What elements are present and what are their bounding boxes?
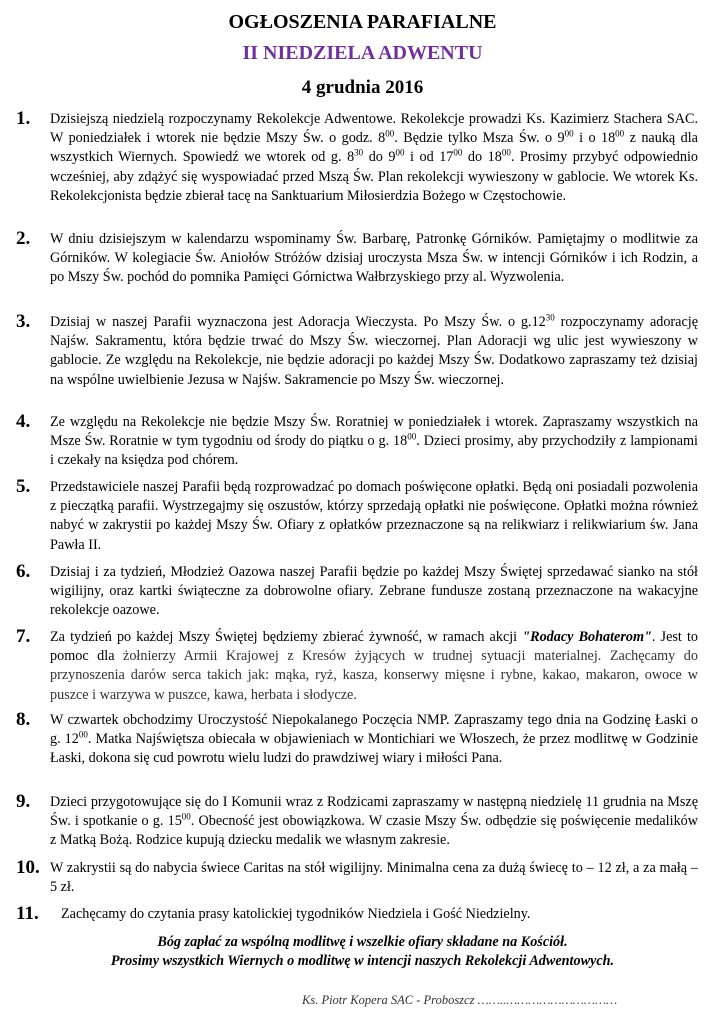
item-text: Dzieci przygotowujące się do I Komunii wraz z Rodzicami zapraszamy w następną niedzielę 11 grudnia na Mszę Św. i spotkanie o g. $15^{00}$. Obecność jest obowiązkowa. W czasie Mszy Św. odbędzie się poświęcenie medalików z Matką Bożą. Rodzice kupują dziecku medalik we własnym zakresie.	[50, 794, 698, 849]
item-number: 11.	[16, 903, 39, 924]
item-text: Ze względu na Rekolekcje nie będzie Mszy Św. Roratniej w poniedziałek i wtorek. Zapraszamy wszystkich na Msze Św. Roratnie w tym tygodniu od środy do piątku o g. $18^{00}$. Dzieci prosimy, aby przychodziły z lampionami i czekały na księdza pod chórem.	[50, 414, 698, 469]
announcement-item-8	[16, 711, 698, 769]
item-text: Dzisiaj w naszej Parafii wyznaczona jest Adoracja Wieczysta. Po Mszy Św. o $g.12^{30}$ rozpoczynamy adorację Najśw. Sakramentu, która będzie trwać do Mszy Św. wieczornej. Plan Adoracji wg ulic jest wywieszony w gablocie. Ze względu na Rekolekcje, nie będzie adoracji po każdej Mszy Św. Dodatkowo zapraszamy też dzisiaj na wspólne uwielbienie Jezusa w Najśw. Sakramencie po Mszy Św. wieczornej.	[50, 312, 698, 388]
announcement-item-6	[16, 563, 698, 621]
item-text: W zakrystii są do nabycia świece Caritas na stół wigilijny. Minimalna cena za dużą świecę to – 12 zł, a za małą – 5 zł.	[50, 860, 698, 896]
page-title: OGŁOSZENIA PARAFIALNE	[228, 11, 497, 33]
signature: Ks. Piotr Kopera SAC - Proboszcz ……..…………………………	[302, 993, 618, 1007]
item-number: 3.	[16, 311, 31, 332]
item-text: Dzisiejszą niedzielą rozpoczynamy Rekolekcje Adwentowe. Rekolekcje prowadzi Ks. Kazimierz Stachera SAC. W poniedziałek i wtorek nie będzie Mszy Św. o godz. $8^{00}$. Będzie tylko Msza Św. o $9^{00}$ i o $18^{00}$ z nauką dla wszystkich Wiernych. Spowiedź we wtorek od g. $8^{30}$ do $9^{00}$ i od $17^{00}$ do $18^{00}$. Prosimy przybyć odpowiednio wcześniej, aby zdążyć się wyspowiadać przed Mszą Św. Plan rekolekcji wywieszony w gablocie. We wtorek Ks. Rekolekcjonista będzie zbierał tacę na Sanktuarium Miłosierdzia Bożego w Częstochowie.	[50, 111, 699, 204]
item-number: 1.	[16, 108, 31, 129]
item-text: Za tydzień po każdej Mszy Świętej będziemy zbierać żywność, w ramach akcji "Rodacy Bohaterom". Jest to pomoc dla żołnierzy Armii Krajowej z Kresów żyjących w trudnej sytuacji materialnej. Zachęcamy do przynoszenia darów serca takich jak: mąka, ryż, kasza, konserwy mięsne i rybne, kakao, makaron, owoce w puszce i warzywa w puszce, kawa, herbata i słodycze.	[50, 629, 698, 703]
announcement-item-4	[16, 413, 698, 471]
announcement-item-3	[16, 313, 698, 390]
item-number: 2.	[16, 228, 31, 249]
announcement-item-2	[16, 230, 698, 288]
announcement-item-10	[16, 859, 698, 897]
page-subtitle: II NIEDZIELA ADWENTU	[242, 42, 483, 64]
item-text: Zachęcamy do czytania prasy katolickiej tygodników Niedziela i Gość Niedzielny.	[61, 906, 531, 922]
page-date: 4 grudnia 2016	[301, 77, 424, 98]
item-number: 7.	[16, 626, 31, 647]
announcement-item-9	[16, 793, 698, 851]
announcement-item-11	[16, 905, 698, 924]
item-number: 4.	[16, 411, 31, 432]
announcement-item-5	[16, 478, 698, 555]
item-number: 5.	[16, 476, 31, 497]
item-text: W czwartek obchodzimy Uroczystość Niepokalanego Poczęcia NMP. Zapraszamy tego dnia na Godzinę Łaski o g. $12^{00}$. Matka Najświętsza obiecała w objawieniach w Montichiari we Włoszech, że przez modlitwę w Godzinie Łaski, dokona się cud powrotu wielu ludzi do prawdziwej wiary i miłości Pana.	[50, 712, 699, 767]
item-number: 10.	[16, 857, 40, 878]
item-text: Dzisiaj i za tydzień, Młodzież Oazowa naszej Parafii będzie po każdej Mszy Świętej sprzedawać sianko na stół wigilijny, oraz kartki świąteczne za dobrowolne ofiary. Zebrane fundusze zostaną przeznaczone na wakacyjne rekolekcje oazowe.	[50, 564, 698, 619]
announcement-item-7	[16, 628, 698, 705]
item-text: Przedstawiciele naszej Parafii będą rozprowadzać po domach poświęcone opłatki. Będą oni posiadali pozwolenia z pieczątką parafii. Wystrzegajmy się oszustów, którzy sprzedają opłatki nie poświęcone. Opłatki można również nabyć w zakrystii po każdej Mszy Św. Ofiary z opłatków przeznaczone są na relikwiarz i relikwiarium św. Jana Pawła II.	[50, 479, 698, 553]
item-text: W dniu dzisiejszym w kalendarzu wspominamy Św. Barbarę, Patronkę Górników. Pamiętajmy o modlitwie za Górników. W kolegiacie Św. Aniołów Stróżów dzisiaj uroczysta Msza Św. w intencji Górników i ich Rodzin, a po Mszy Św. pochód do pomnika Pamięci Górnictwa Wałbrzyskiego przy al. Wyzwolenia.	[50, 231, 698, 286]
item-number: 9.	[16, 791, 31, 812]
closing-line-1: Bóg zapłać za wspólną modlitwę i wszelkie ofiary składane na Kościół.	[157, 934, 568, 950]
item-number: 8.	[16, 709, 31, 730]
announcement-item-1	[16, 110, 698, 206]
item-number: 6.	[16, 561, 31, 582]
closing-line-2: Prosimy wszystkich Wiernych o modlitwę w intencji naszych Rekolekcji Adwentowych.	[110, 953, 615, 969]
action-name: "Rodacy Bohaterom"	[522, 629, 652, 645]
